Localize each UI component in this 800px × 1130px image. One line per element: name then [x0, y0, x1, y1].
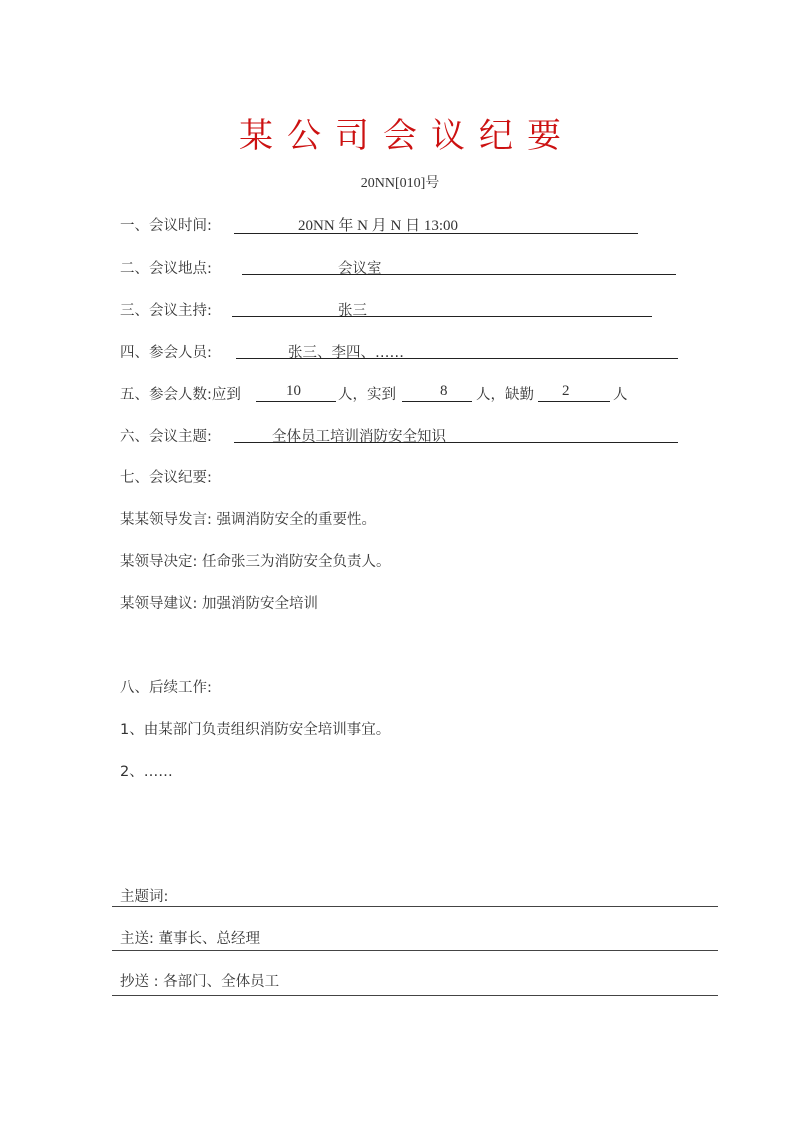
followup-heading: 八、后续工作:: [120, 680, 212, 696]
followup-item: 2、……: [120, 764, 173, 780]
expected-value: 10: [286, 383, 301, 399]
topic-label: 六、会议主题:: [120, 429, 212, 445]
place-value: 会议室: [338, 261, 382, 277]
keywords-label: 主题词:: [120, 889, 169, 905]
absent-value: 2: [562, 383, 570, 399]
minutes-item: 某领导建议: 加强消防安全培训: [120, 596, 318, 612]
time-label: 一、会议时间:: [120, 218, 212, 234]
cc-to: 抄送 : 各部门、全体员工: [120, 974, 280, 990]
absent-underline: [538, 383, 610, 402]
host-label: 三、会议主持:: [120, 303, 212, 319]
actual-underline: [402, 383, 472, 402]
place-label: 二、会议地点:: [120, 261, 212, 277]
document-title: 某公司会议纪要: [239, 116, 575, 156]
footer-rule: [112, 995, 718, 996]
count-unit-end: 人: [613, 387, 628, 403]
count-label: 五、参会人数:应到: [120, 387, 241, 403]
send-to: 主送: 董事长、总经理: [120, 931, 260, 947]
host-underline: [232, 298, 652, 317]
document-number: 20NN[010]号: [360, 176, 440, 191]
topic-value: 全体员工培训消防安全知识: [272, 429, 446, 445]
minutes-item: 某领导决定: 任命张三为消防安全负责人。: [120, 554, 391, 570]
time-value: 20NN 年 N 月 N 日 13:00: [298, 218, 458, 234]
actual-value: 8: [440, 383, 448, 399]
attendees-label: 四、参会人员:: [120, 345, 212, 361]
footer-rule: [112, 906, 718, 907]
count-unit-actual: 人，实到: [338, 387, 396, 403]
count-unit-absent: 人，缺勤: [476, 387, 534, 403]
minutes-item: 某某领导发言: 强调消防安全的重要性。: [120, 512, 376, 528]
host-value: 张三: [338, 303, 367, 319]
followup-item: 1、由某部门负责组织消防安全培训事宜。: [120, 722, 391, 738]
minutes-heading: 七、会议纪要:: [120, 470, 212, 486]
place-underline: [242, 256, 676, 275]
footer-rule: [112, 950, 718, 951]
attendees-value: 张三、李四、……: [288, 345, 404, 361]
